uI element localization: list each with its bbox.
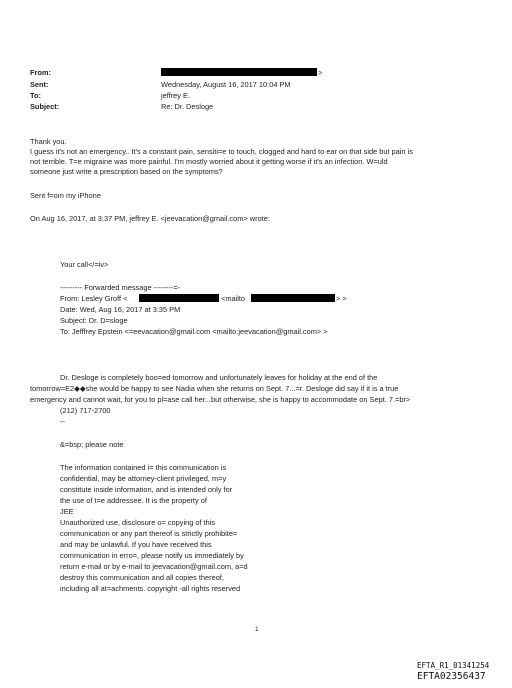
reply-line: someone just write a prescription based on the symptoms?: [30, 167, 223, 176]
please-note: &=bsp; please note: [60, 440, 124, 449]
to-label: To:: [30, 91, 41, 100]
forward-from: From: Lesley Groff <: [60, 294, 128, 303]
reply-line: I guess it's not an emergency.. It's a constant pain, sensiti=e to touch, clogged and hard to ear on that side but pain is: [30, 147, 413, 156]
forward-date: Date: Wed, Aug 16, 2017 at 3:35 PM: [60, 305, 181, 314]
forward-mailto: <mailto: [221, 294, 246, 303]
from-suffix: >: [318, 68, 323, 77]
disclaimer-line: JEE: [60, 507, 74, 516]
page-number: 1: [255, 626, 259, 633]
subject-value: Re: Dr. Desloge: [161, 102, 214, 111]
disclaimer-line: communication in erro=, please notify us immediately by: [60, 551, 244, 560]
forwarded-separator: --------- Forwarded message --------=-: [60, 283, 181, 292]
reply-line: not terrible. T=e migraine was more painful. I'm mostly worried about it getting worse if it's an infection. W=uld: [30, 157, 388, 166]
phone-number: (212) 717-2700: [60, 406, 111, 415]
body-line: emergency and cannot wait, for you to pl=ase call her...but otherwise, she is happy to accommodate on Sept. 7.=br>: [30, 395, 411, 404]
disclaimer-line: the use of t=e addressee. It is the property of: [60, 496, 207, 505]
forward-mailto-suffix: > >: [336, 294, 347, 303]
disclaimer-line: The information contained i= this communication is: [60, 463, 227, 472]
disclaimer-line: Unauthorized use, disclosure o= copying of this: [60, 518, 216, 527]
bates-id-primary: EFTA_R1_01341254: [417, 661, 490, 670]
disclaimer-line: confidential, may be attorney-client privileged, m=y: [60, 474, 227, 483]
disclaimer-line: return e-mail or by e-mail to jeevacation@gmail.com, a=d: [60, 562, 248, 571]
disclaimer-line: communication or any part thereof is strictly prohibite=: [60, 529, 238, 538]
your-call-line: Your call</=iv>: [60, 260, 109, 269]
signature: Sent f=om my iPhone: [30, 191, 101, 200]
body-line: Dr. Desloge is completely boo=ed tomorrow and unfortunately leaves for holiday at the end of the: [60, 373, 378, 382]
sent-value: Wednesday, August 16, 2017 10:04 PM: [161, 80, 291, 89]
forward-subject: Subject: Dr. D=sloge: [60, 316, 128, 325]
dashes: --: [60, 417, 65, 426]
reply-greeting: Thank you.: [30, 137, 67, 146]
disclaimer-line: including all at=achments. copyright -all rights reserved: [60, 584, 241, 593]
redaction-bar: [251, 294, 335, 302]
from-label: From:: [30, 68, 51, 77]
disclaimer-line: constitute inside information, and is intended only for: [60, 485, 233, 494]
redaction-bar: [161, 68, 317, 76]
forward-to: To: Jefffrey Epstein <=eevacation@gmail.com <mailto:jeevacation@gmail.com> >: [60, 327, 328, 336]
to-value: jeffrey E.: [161, 91, 191, 100]
disclaimer-line: destroy this communication and all copies thereof,: [60, 573, 224, 582]
quote-header: On Aug 16, 2017, at 3:37 PM, jeffrey E. <jeevacation@gmail.com> wrote:: [30, 214, 270, 223]
sent-label: Sent:: [30, 80, 49, 89]
bates-id-secondary: EFTA02356437: [417, 671, 486, 682]
redaction-bar: [139, 294, 219, 302]
disclaimer-line: and may be unlawful. If you have received this: [60, 540, 212, 549]
subject-label: Subject:: [30, 102, 60, 111]
body-line: tomorrow=E2◆◆she would be happy to see Nadia when she returns on Sept. 7...=r. Desloge did say if it is a true: [30, 384, 399, 393]
